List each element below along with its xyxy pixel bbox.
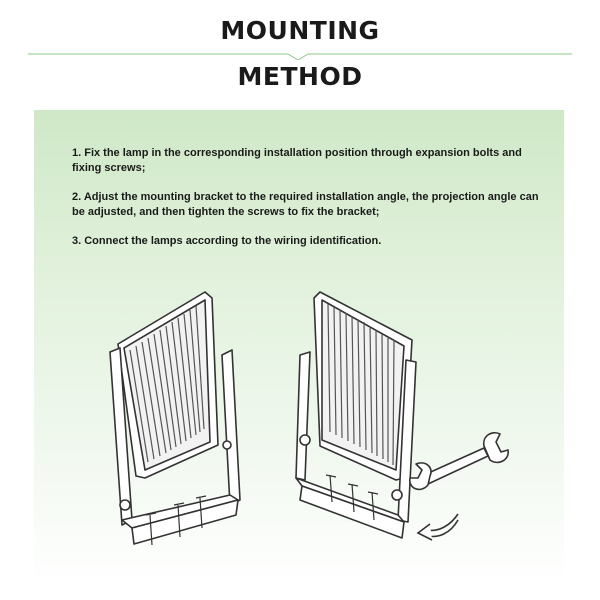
- page-header: [0, 0, 600, 100]
- right-floodlight-image: [296, 292, 416, 538]
- page-title-line1: MOUNTING: [220, 16, 380, 45]
- step-3: 3. Connect the lamps according to the wiring identification.: [72, 235, 382, 247]
- mounting-illustration: [0, 270, 600, 590]
- rotation-arrow-icon: [418, 514, 458, 540]
- wrench-icon: [410, 433, 508, 490]
- step-2: 2. Adjust the mounting bracket to the required installation angle, the projection angle can be adjusted, and then tighten the screws to fix the bracket;: [72, 191, 539, 218]
- left-floodlight-image: [110, 292, 240, 545]
- page-title-line2: METHOD: [237, 62, 363, 91]
- step-list: [72, 146, 542, 263]
- step-1: 1. Fix the lamp in the corresponding installation position through expansion bolts and fixing screws;: [72, 147, 522, 174]
- title-divider: [0, 40, 600, 60]
